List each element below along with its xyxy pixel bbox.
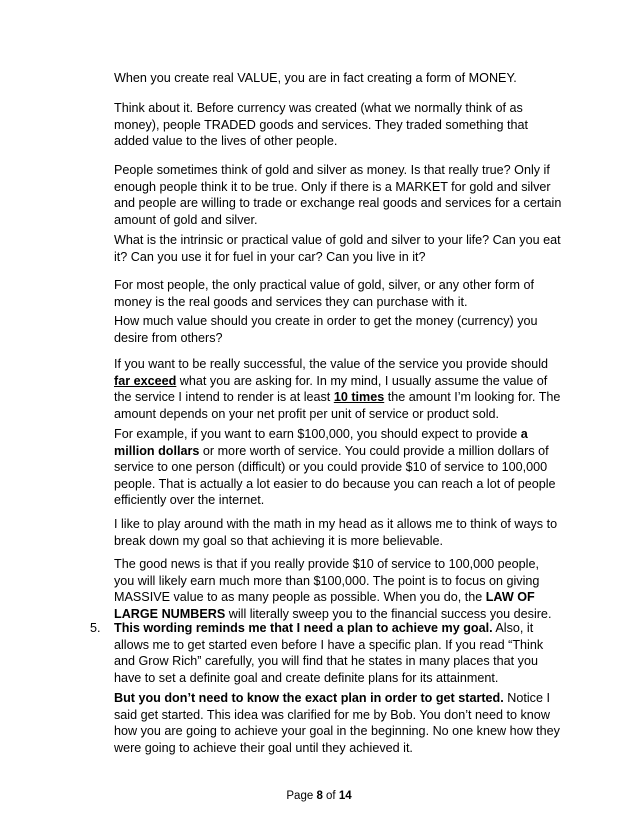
paragraph-example — [114, 426, 562, 509]
paragraph-intrinsic-value: What is the intrinsic or practical value of gold and silver to your life? Can you eat it? Can you use it for fuel in your car? Can you live in it? — [114, 233, 561, 264]
text-run: The good news is that if you really provide $10 of service to 100,000 people, you will likely earn much more than $100,000. The point is to focus on giving MASSIVE value to as many people as possible. When you do, the — [114, 557, 540, 605]
emphasis-law-of-large-numbers: LAW OF LARGE NUMBERS — [114, 590, 535, 621]
text-run: will literally sweep you to the financial success you desire. — [225, 606, 552, 621]
paragraph-really-successful — [114, 356, 562, 422]
list-number: 5. — [90, 621, 101, 635]
paragraph-gold-silver: People sometimes think of gold and silver as money. Is that really true? Only if enough people think it to be true. Only if there is a MARKET for gold and silver and people are willing to trade or exchange real goods and services for a certain amount of gold and silver. — [114, 163, 562, 227]
text-run: Also, it allows me to get started even before I have a specific plan. If you read “Think and Grow Rich” carefully, you will find that he states in many places that you have to set a definite goal and create definite plans for its attainment. — [114, 621, 544, 685]
emphasis-10-times: 10 times — [333, 390, 385, 405]
emphasis-million-dollars: a million dollars — [114, 427, 528, 458]
text-run: or more worth of service. You could provide a million dollars of service to one person (difficult) or you could provide $10 of service to 100,000 people. That is actually a lot easier to do because you can reach a lot of people efficiently over the internet. — [114, 443, 556, 508]
text-run: Notice I said get started. This idea was clarified for me by Bob. You don’t need to know how you are going to achieve your goal in the beginning. No one knew how they were going to achieve their goal until they achieved it. — [114, 691, 560, 755]
text-run: what you are asking for. In my mind, I usually assume the value of the service I intend to render is at least — [114, 373, 548, 405]
list-item-5 — [114, 620, 562, 686]
paragraph-think-about-it: Think about it. Before currency was created (what we normally think of as money), people TRADED goods and services. They traded something that added value to the lives of other people. — [114, 101, 528, 149]
page-word: Page — [286, 790, 317, 802]
paragraph-math: I like to play around with the math in my head as it allows me to think of ways to break down my goal so that achieving it is more believable. — [114, 517, 558, 548]
emphasis-exact-plan: But you don’t need to know the exact plan in order to get started. — [114, 691, 504, 705]
paragraph-good-news — [114, 556, 562, 622]
paragraph-value-money: When you create real VALUE, you are in fact creating a form of MONEY. — [114, 71, 517, 85]
page-number: 8 — [316, 790, 323, 802]
emphasis-plan: This wording reminds me that I need a plan to achieve my goal. — [114, 621, 493, 635]
total-pages: 14 — [338, 790, 352, 802]
paragraph-practical-value: For most people, the only practical value of gold, silver, or any other form of money is the real goods and services they can purchase with it. — [114, 278, 534, 309]
text-run: the amount I’m looking for. The amount depends on your net profit per unit of service or product sold. — [114, 390, 561, 421]
emphasis-far-exceed: far exceed — [114, 373, 177, 388]
paragraph-exact-plan — [114, 690, 562, 756]
of-word: of — [322, 790, 339, 802]
paragraph-how-much-value: How much value should you create in order to get the money (currency) you desire from others? — [114, 314, 538, 345]
text-run: If you want to be really successful, the value of the service you provide should — [114, 357, 549, 371]
page-footer — [0, 790, 638, 802]
text-run: For example, if you want to earn $100,000, you should expect to provide — [114, 427, 521, 441]
